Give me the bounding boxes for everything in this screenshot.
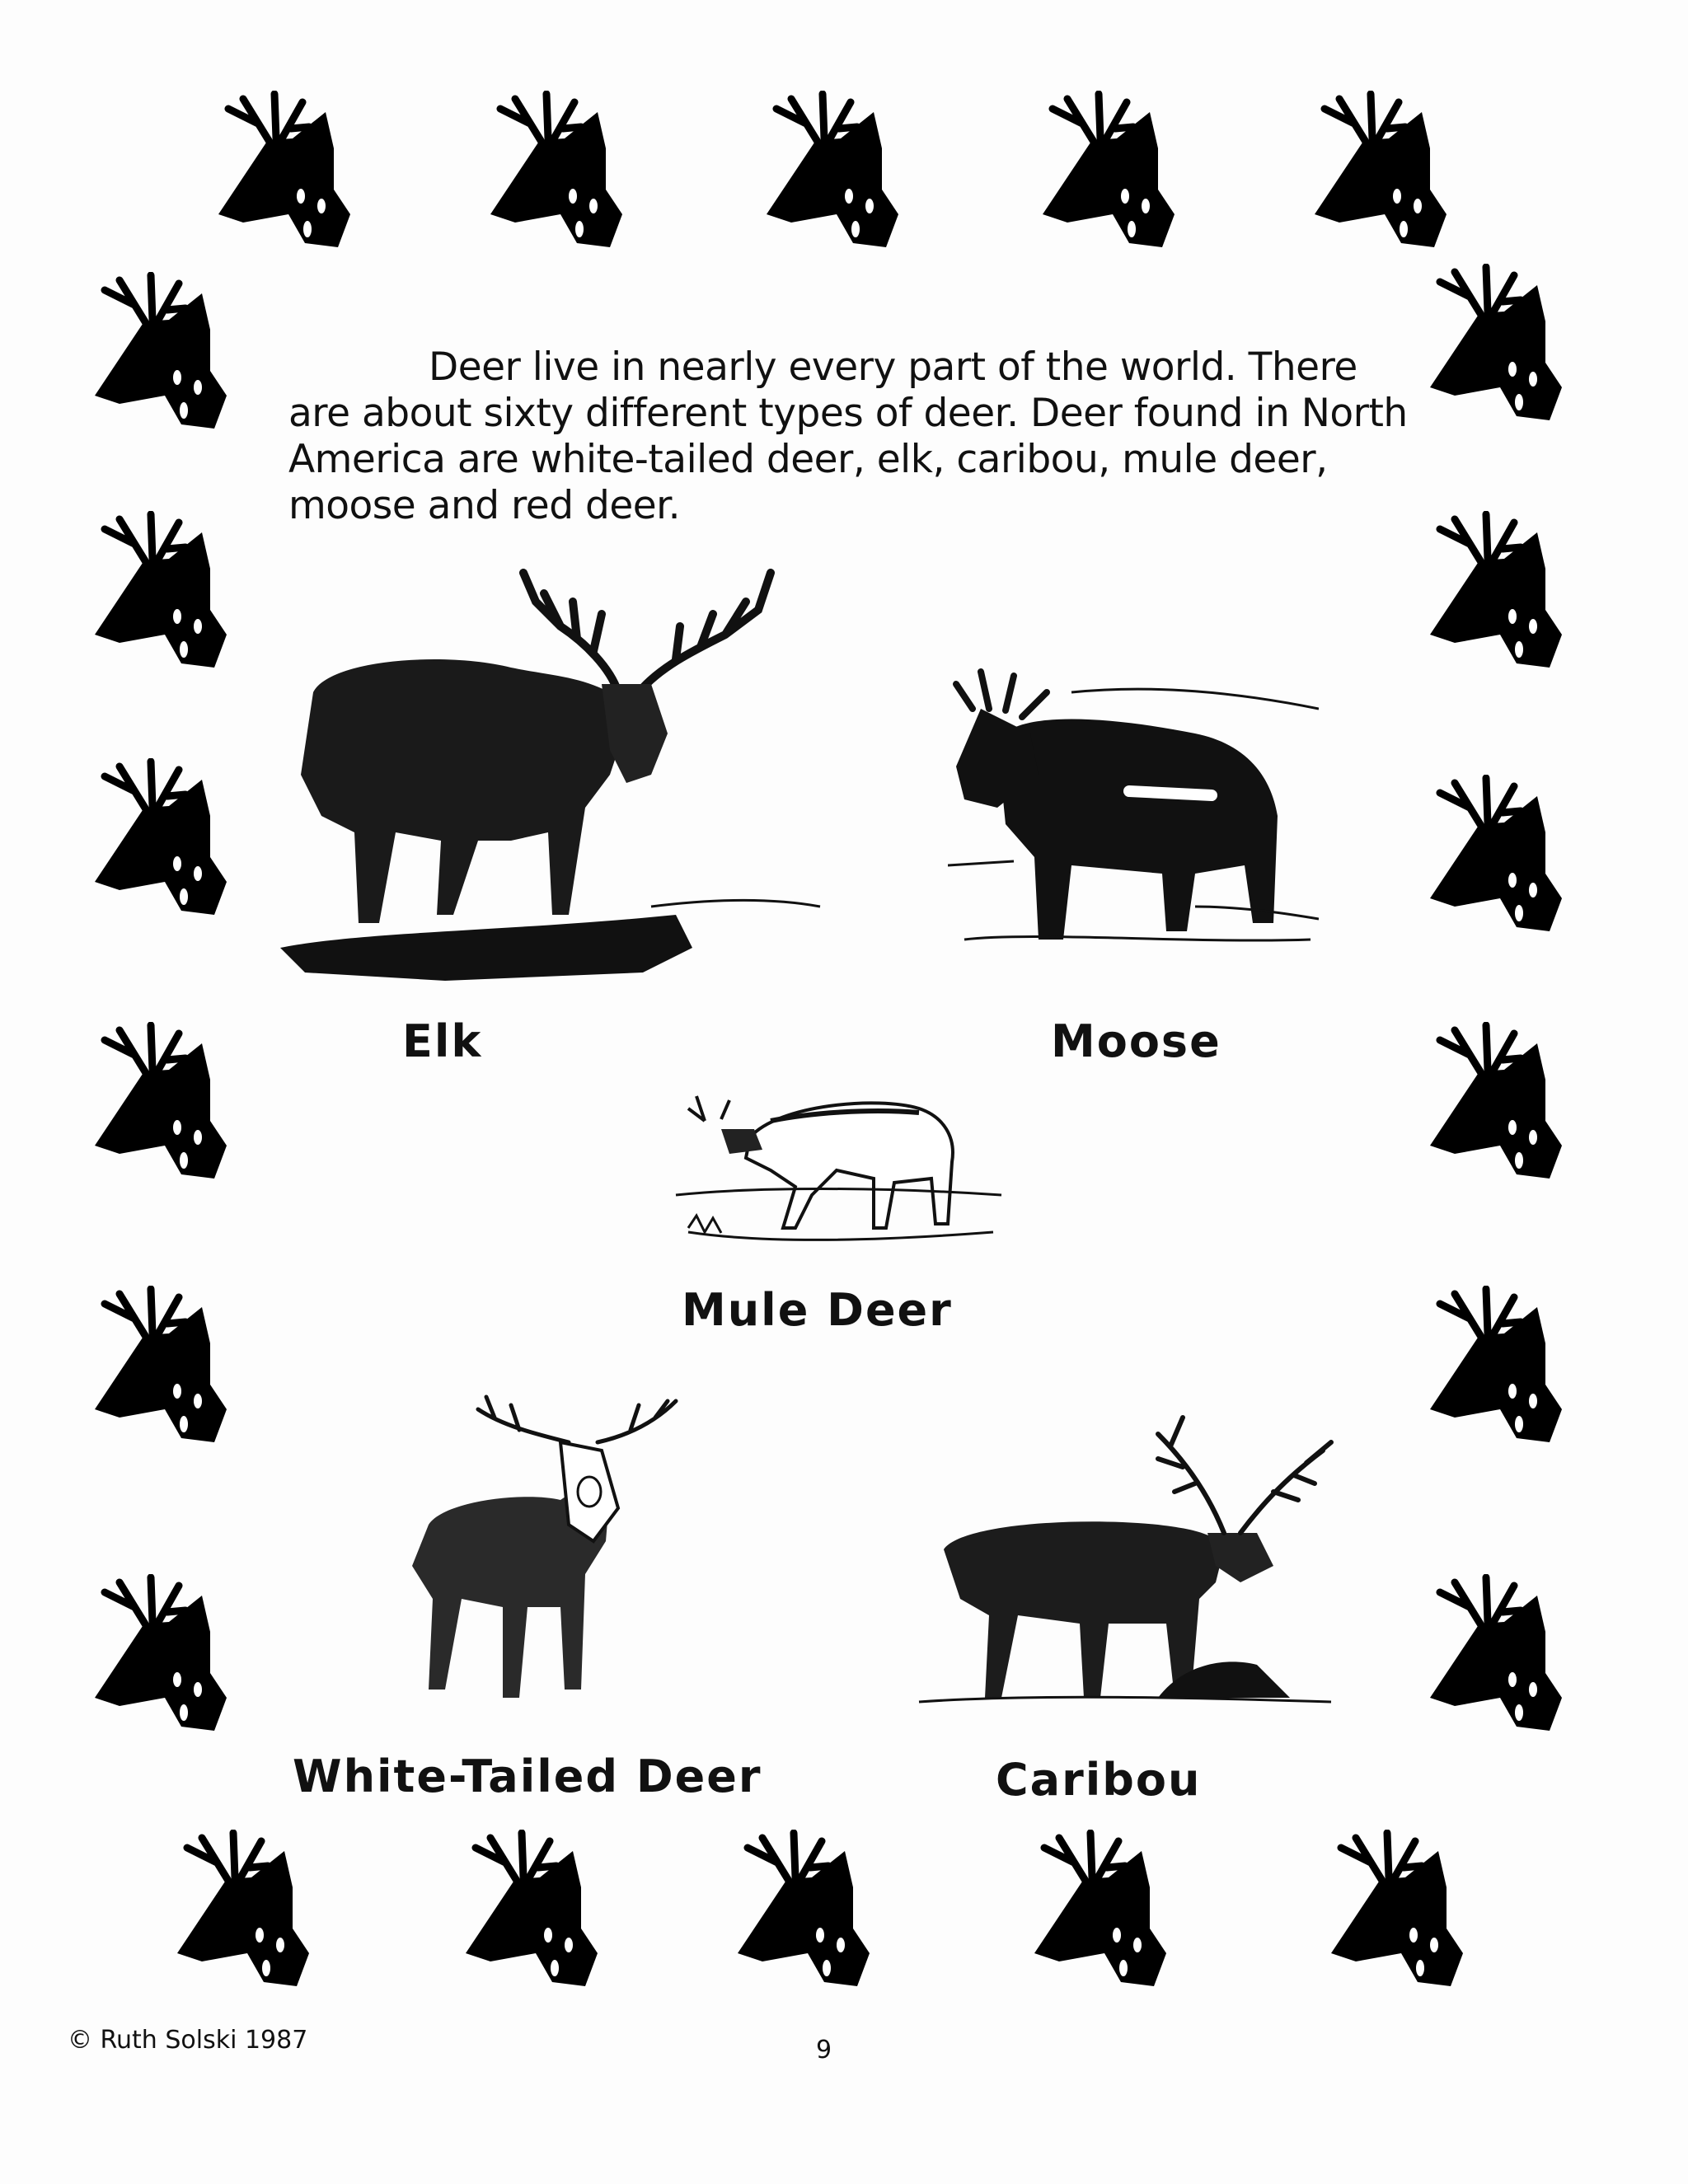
intro-paragraph: Deer live in nearly every part of the world. There are about sixty different types of deer. Deer found in North America are white-tailed deer, elk, caribou, mule deer, moose and red deer.	[288, 344, 1408, 528]
white-tailed-deer-illustration	[396, 1393, 692, 1714]
deer-head-silhouette-icon	[1319, 1830, 1475, 1994]
deer-head-silhouette-icon	[1418, 1022, 1574, 1187]
copyright-text: © Ruth Solski 1987	[68, 2026, 308, 2055]
deer-head-silhouette-icon	[478, 91, 635, 255]
white-tailed-deer-label: White-Tailed Deer	[293, 1750, 762, 1802]
elk-illustration	[264, 569, 824, 1005]
elk-label: Elk	[402, 1015, 483, 1067]
page-number: 9	[816, 2036, 832, 2064]
deer-head-silhouette-icon	[82, 758, 239, 923]
deer-head-silhouette-icon	[754, 91, 911, 255]
deer-head-silhouette-icon	[206, 91, 363, 255]
moose-illustration	[948, 659, 1319, 972]
deer-head-silhouette-icon	[82, 272, 239, 437]
deer-head-silhouette-icon	[725, 1830, 882, 1994]
deer-head-silhouette-icon	[453, 1830, 610, 1994]
deer-head-silhouette-icon	[1418, 264, 1574, 429]
caribou-label: Caribou	[996, 1754, 1202, 1806]
deer-head-silhouette-icon	[1418, 1574, 1574, 1739]
deer-head-silhouette-icon	[82, 1286, 239, 1451]
deer-head-silhouette-icon	[1030, 91, 1187, 255]
deer-head-silhouette-icon	[1418, 775, 1574, 940]
deer-head-silhouette-icon	[165, 1830, 321, 1994]
deer-head-silhouette-icon	[82, 1574, 239, 1739]
deer-head-silhouette-icon	[1022, 1830, 1179, 1994]
deer-head-silhouette-icon	[1302, 91, 1459, 255]
deer-head-silhouette-icon	[1418, 511, 1574, 676]
caribou-illustration	[911, 1401, 1339, 1714]
mule-deer-illustration	[672, 1071, 1010, 1253]
mule-deer-label: Mule Deer	[682, 1284, 953, 1336]
deer-head-silhouette-icon	[1418, 1286, 1574, 1451]
deer-head-silhouette-icon	[82, 511, 239, 676]
deer-head-silhouette-icon	[82, 1022, 239, 1187]
moose-label: Moose	[1051, 1015, 1221, 1067]
